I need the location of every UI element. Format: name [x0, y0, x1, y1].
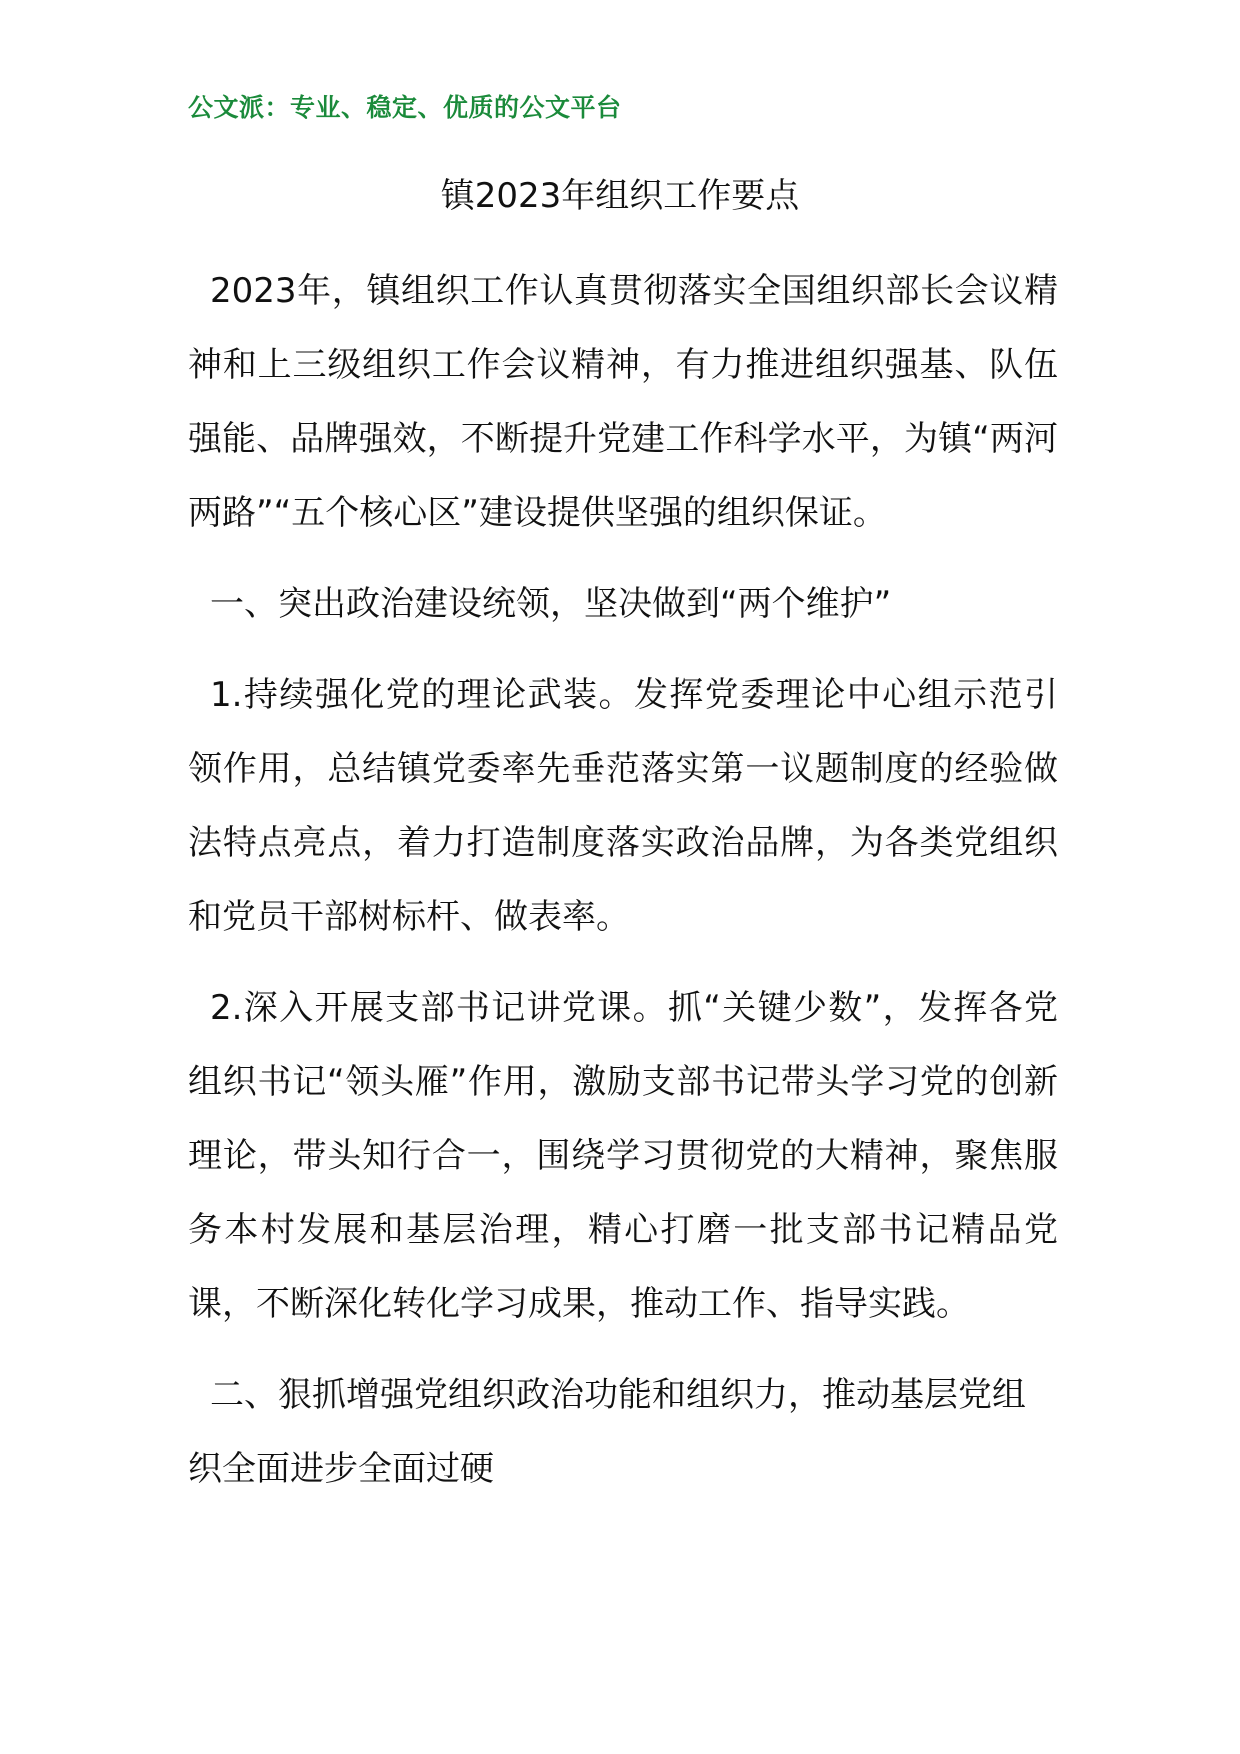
section-heading-2: 二、狠抓增强党组织政治功能和组织力，推动基层党组织全面进步全面过硬	[188, 1375, 1026, 1489]
document-title: 镇2023年组织工作要点	[440, 176, 800, 216]
document-body	[188, 254, 1058, 1523]
item-paragraph-2: 2.深入开展支部书记讲党课。抓“关键少数”，发挥各党组织书记“领头雁”作用，激励支部书记带头学习党的创新理论，带头知行合一，围绕学习贯彻党的大精神，聚焦服务本村发展和基层治理，精心打磨一批支部书记精品党课，不断深化转化学习成果，推动工作、指导实践。	[188, 988, 1058, 1324]
item-paragraph-1: 1.持续强化党的理论武装。发挥党委理论中心组示范引领作用，总结镇党委率先垂范落实第一议题制度的经验做法特点亮点，着力打造制度落实政治品牌，为各类党组织和党员干部树标杆、做表率。	[188, 675, 1058, 937]
section-heading-1: 一、突出政治建设统领，坚决做到“两个维护”	[210, 584, 892, 624]
intro-paragraph: 2023年，镇组织工作认真贯彻落实全国组织部长会议精神和上三级组织工作会议精神，有力推进组织强基、队伍强能、品牌强效，不断提升党建工作科学水平，为镇“两河两路”“五个核心区”建设提供坚强的组织保证。	[188, 271, 1058, 533]
brand-header: 公文派：专业、稳定、优质的公文平台	[188, 93, 622, 122]
